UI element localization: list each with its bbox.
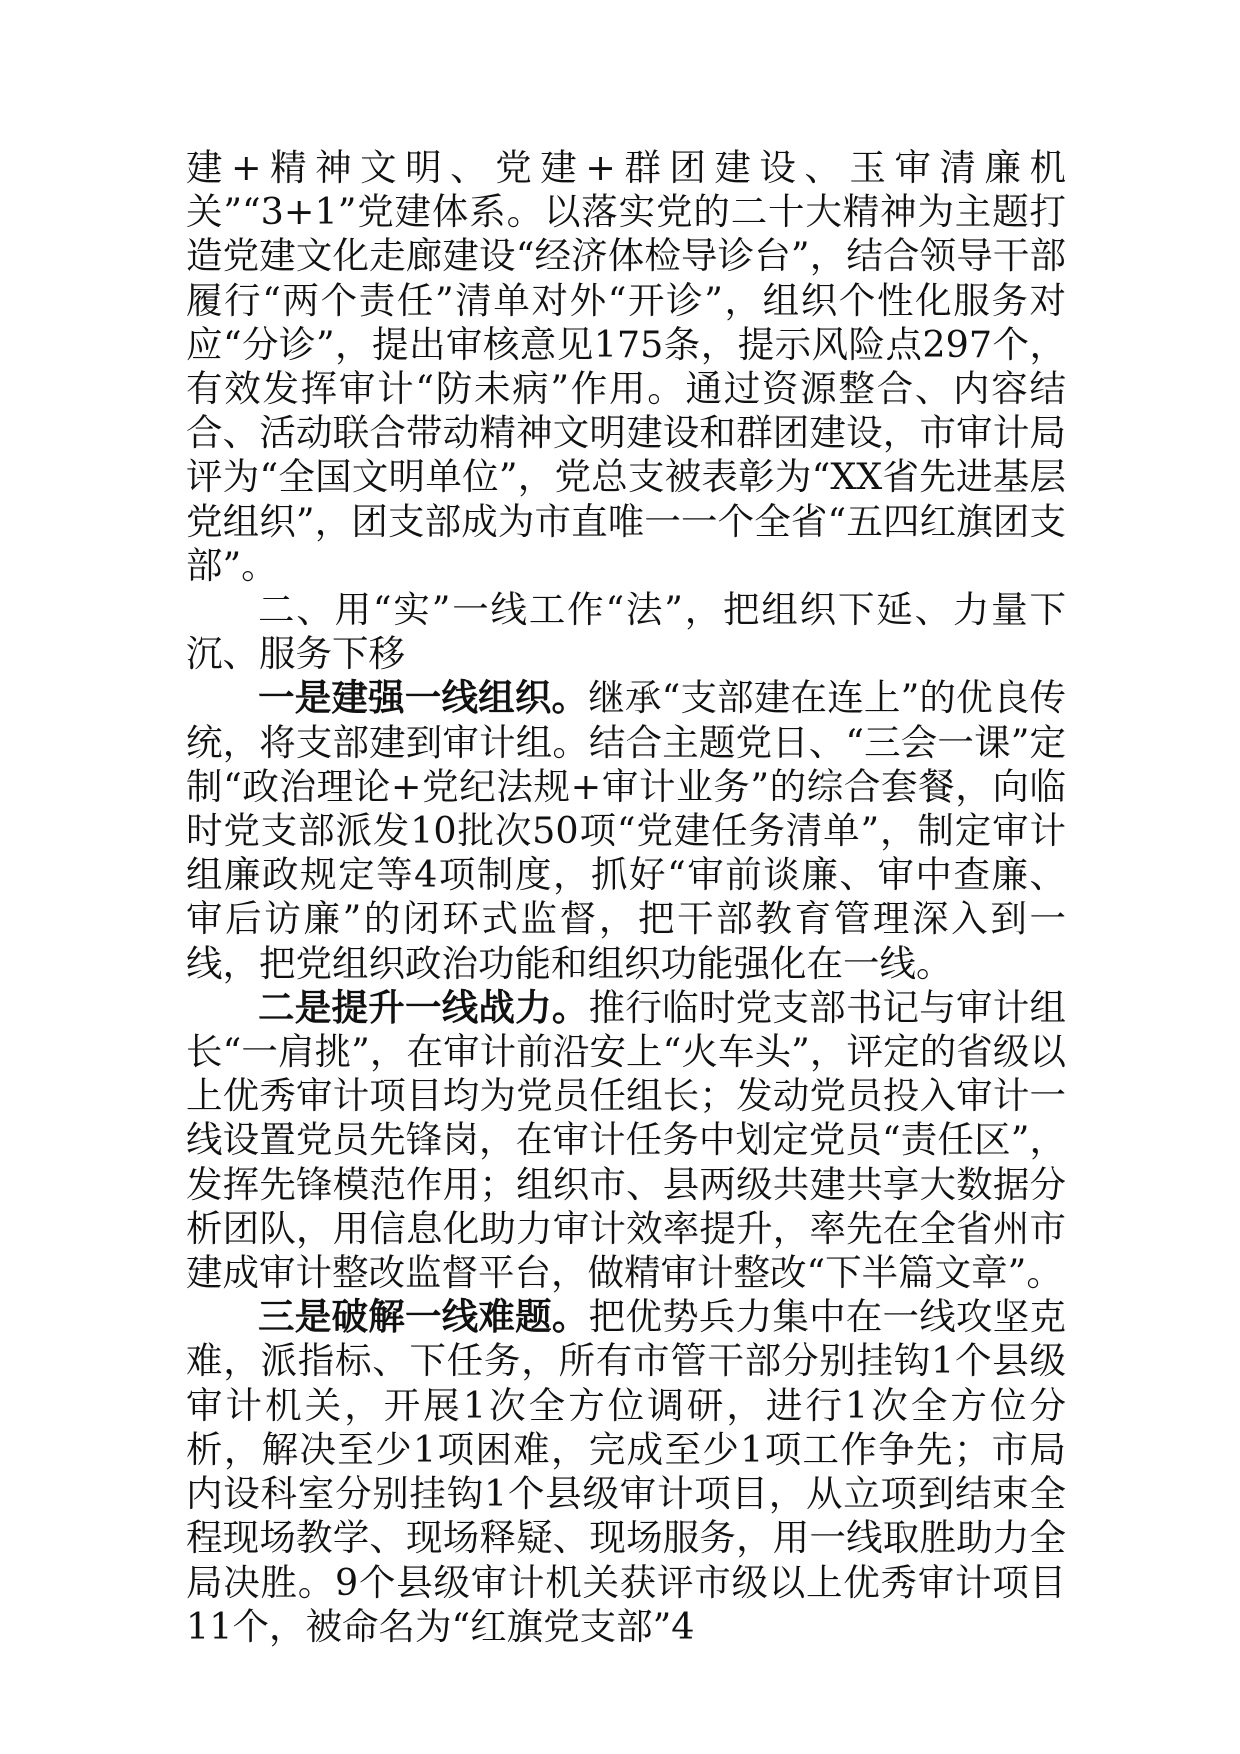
paragraph-improve-capability <box>186 986 1066 1295</box>
paragraph-text: 推行临时党支部书记与审计组长“一肩挑”，在审计前沿安上“火车头”，评定的省级以上优秀审计项目均为党员任组长；发动党员投入审计一线设置党员先锋岗，在审计任务中划定党员“责任区”，发挥先锋模范作用；组织市、县两级共建共享大数据分析团队，用信息化助力审计效率提升，率先在全省州市建成审计整改监督平台，做精审计整改“下半篇文章”。 <box>186 985 1067 1295</box>
paragraph-lead: 一是建强一线组织。 <box>258 676 589 720</box>
paragraph-lead: 二是提升一线战力。 <box>258 985 589 1029</box>
paragraph-strengthen-organization <box>186 676 1066 985</box>
paragraph-text: 把优势兵力集中在一线攻坚克难，派指标、下任务，所有市管干部分别挂钩1个县级审计机关，开展1次全方位调研，进行1次全方位分析，解决至少1项困难，完成至少1项工作争先；市局内设科室分别挂钩1个县级审计项目，从立项到结束全程现场教学、现场释疑、现场服务，用一线取胜助力全局决胜。9个县级审计机关获评市级以上优秀审计项目11个，被命名为“红旗党支部”4 <box>186 1295 1067 1648</box>
paragraph-party-building-system <box>186 146 1066 588</box>
paragraph-lead: 三是破解一线难题。 <box>258 1295 589 1339</box>
section-heading-frontline-work <box>186 588 1066 676</box>
paragraph-text: 建+精神文明、党建+群团建设、玉审清廉机关”“3+1”党建体系。以落实党的二十大精神为主题打造党建文化走廊建设“经济体检导诊台”，结合领导干部履行“两个责任”清单对外“开诊”，组织个性化服务对应“分诊”，提出审核意见175条，提示风险点297个，有效发挥审计“防未病”作用。通过资源整合、内容结合、活动联合带动精神文明建设和群团建设，市审计局评为“全国文明单位”，党总支被表彰为“XX省先进基层党组织”，团支部成为市直唯一一个全省“五四红旗团支部”。 <box>186 146 1066 587</box>
section-heading-text: 二、用“实”一线工作“法”，把组织下延、力量下沉、服务下移 <box>186 588 1066 676</box>
paragraph-solve-problems <box>186 1295 1066 1649</box>
paragraph-text: 继承“支部建在连上”的优良传统，将支部建到审计组。结合主题党日、“三会一课”定制“政治理论+党纪法规+审计业务”的综合套餐，向临时党支部派发10批次50项“党建任务清单”，制定审计组廉政规定等4项制度，抓好“审前谈廉、审中查廉、审后访廉”的闭环式监督，把干部教育管理深入到一线，把党组织政治功能和组织功能强化在一线。 <box>186 676 1067 985</box>
document-body <box>186 146 1066 1649</box>
